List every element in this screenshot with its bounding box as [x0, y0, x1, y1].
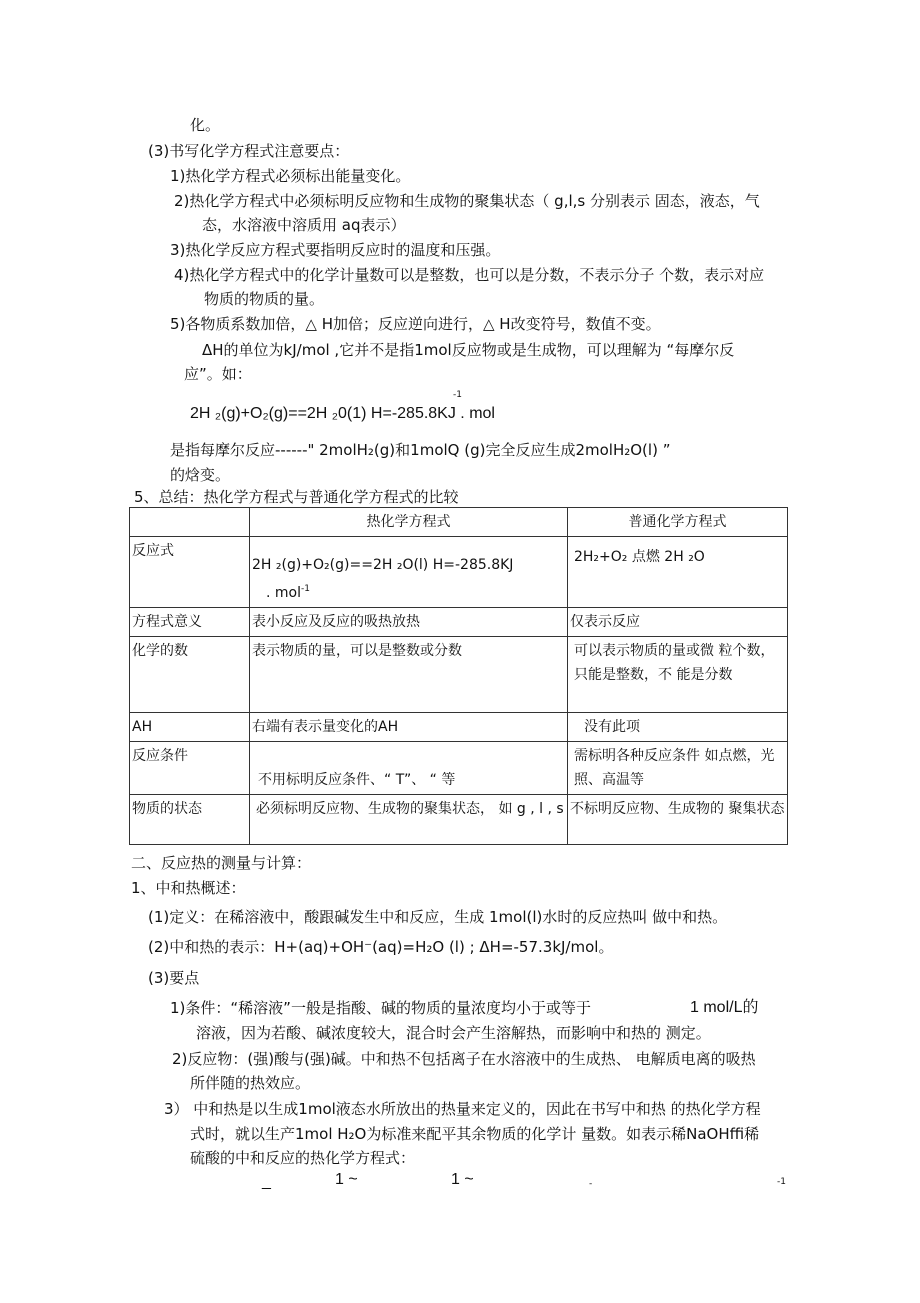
table-row: [130, 795, 788, 845]
text-line: 1 mol/L的: [690, 999, 759, 1016]
equation-superscript: -1: [453, 390, 462, 400]
table-header-cell: 热化学方程式: [250, 508, 568, 537]
normal-equation: 2H₂+O₂ 点燃 2H ₂O: [574, 549, 705, 565]
text-line: 1)热化学方程式必须标出能量变化。: [170, 167, 411, 185]
row-thermo: 右端有表示量变化的AH: [250, 713, 568, 742]
comparison-table: [129, 507, 788, 845]
row-label: 反应条件: [130, 742, 250, 795]
equation: 2H ₂(g)+O₂(g)==2H ₂0(1) H=-285.8KJ . mol: [190, 405, 495, 422]
text-line: 态，水溶液中溶质用 aq表示）: [202, 216, 406, 234]
equation-fragment: 1 ~: [335, 1171, 358, 1188]
text-line: 4)热化学方程式中的化学计量数可以是整数，也可以是分数，不表示分子 个数，表示对应: [174, 266, 765, 284]
text-line: 硫酸的中和反应的热化学方程式：: [190, 1149, 416, 1167]
table-header-row: [130, 508, 788, 537]
text-line: (1)定义：在稀溶液中，酸跟碱发生中和反应，生成 1mol(l)水时的反应热叫 做中和热。: [148, 908, 728, 926]
row-label: 反应式: [130, 537, 250, 608]
table-header-cell: 普通化学方程式: [568, 508, 788, 537]
text-line: 所伴随的热效应。: [190, 1074, 311, 1092]
thermo-equation-unit: . mol: [266, 585, 301, 601]
table-row: [130, 537, 788, 608]
row-normal: 需标明各种反应条件 如点燃，光照、高温等: [568, 742, 788, 795]
text-line: 化。: [190, 116, 221, 134]
text-line: 物质的物质的量。: [204, 290, 325, 308]
table-header-cell: [130, 508, 250, 537]
section-title: 二、反应热的测量与计算：: [131, 854, 312, 872]
row-normal: [568, 537, 788, 608]
text-line: 3)热化学反应方程式要指明反应时的温度和压强。: [170, 241, 501, 259]
thermo-equation: 2H ₂(g)+O₂(g)==2H ₂O(l) H=-285.8KJ: [252, 557, 514, 573]
text-line: 的焓变。: [170, 466, 231, 484]
text-line: 式时，就以生产1mol H₂O为标准来配平其余物质的化学计 量数。如表示稀NaOHffi稀: [190, 1125, 760, 1143]
equation-fragment: -1: [777, 1177, 786, 1187]
row-thermo: 表示物质的量，可以是整数或分数: [250, 637, 568, 713]
text-line: 2)反应物：(强)酸与(强)碱。中和热不包括离子在水溶液中的生成热、 电解质电离的吸热: [172, 1050, 756, 1068]
table-row: [130, 637, 788, 713]
text-line: (2)中和热的表示：H+(aq)+OH⁻(aq)=H₂O (l) ; ΔH=-57.3kJ/mol。: [148, 938, 614, 956]
row-label: 物质的状态: [130, 795, 250, 845]
table-row: [130, 608, 788, 637]
equation-fragment: 1 ~: [451, 1171, 474, 1188]
row-thermo: [250, 537, 568, 608]
row-label: 化学的数: [130, 637, 250, 713]
equation-fragment: _: [262, 1173, 271, 1190]
condition-text: 不用标明反应条件、“ T”、 “ 等: [258, 772, 456, 788]
row-thermo: 表小反应及反应的吸热放热: [250, 608, 568, 637]
row-normal: 仅表示反应: [568, 608, 788, 637]
row-normal: 可以表示物质的量或微 粒个数，只能是整数，不 能是分数: [568, 637, 788, 713]
text-line: ΔH的单位为kJ/mol ,它并不是指1mol反应物或是生成物，可以理解为 “每摩尔反: [202, 341, 735, 359]
row-normal: 不标明反应物、生成物的 聚集状态: [568, 795, 788, 845]
row-label: AH: [130, 713, 250, 742]
equation-fragment: -: [589, 1179, 593, 1189]
text-line: 应”。如：: [184, 365, 252, 383]
text-line: 2)热化学方程式中必须标明反应物和生成物的聚集状态（ g,l,s 分别表示 固态，液态，气: [174, 192, 760, 210]
subsection-title: 1、中和热概述：: [131, 879, 246, 897]
row-thermo: [250, 742, 568, 795]
row-normal: 没有此项: [568, 713, 788, 742]
text-line: 溶液，因为若酸、碱浓度较大，混合时会产生溶解热，而影响中和热的 测定。: [196, 1024, 711, 1042]
table-row: [130, 742, 788, 795]
text-line: 1)条件：“稀溶液”一般是指酸、碱的物质的量浓度均小于或等于: [170, 999, 591, 1017]
row-thermo: 必须标明反应物、生成物的聚集状态， 如 g , l , s: [250, 795, 568, 845]
table-row: [130, 713, 788, 742]
text-line: 5)各物质系数加倍，△ H加倍；反应逆向进行，△ H改变符号，数值不变。: [170, 315, 661, 333]
text-line: 3） 中和热是以生成1mol液态水所放出的热量来定义的，因此在书写中和热 的热化学方程: [164, 1100, 761, 1118]
section-heading: 5、总结：热化学方程式与普通化学方程式的比较: [134, 488, 459, 506]
row-label: 方程式意义: [130, 608, 250, 637]
text-line: (3)要点: [148, 969, 200, 987]
thermo-equation-sup: -1: [301, 584, 310, 594]
text-line: 是指每摩尔反应------" 2molH₂(g)和1molQ (g)完全反应生成2molH₂O(l) ”: [170, 441, 671, 459]
text-line: (3)书写化学方程式注意要点：: [148, 142, 350, 160]
